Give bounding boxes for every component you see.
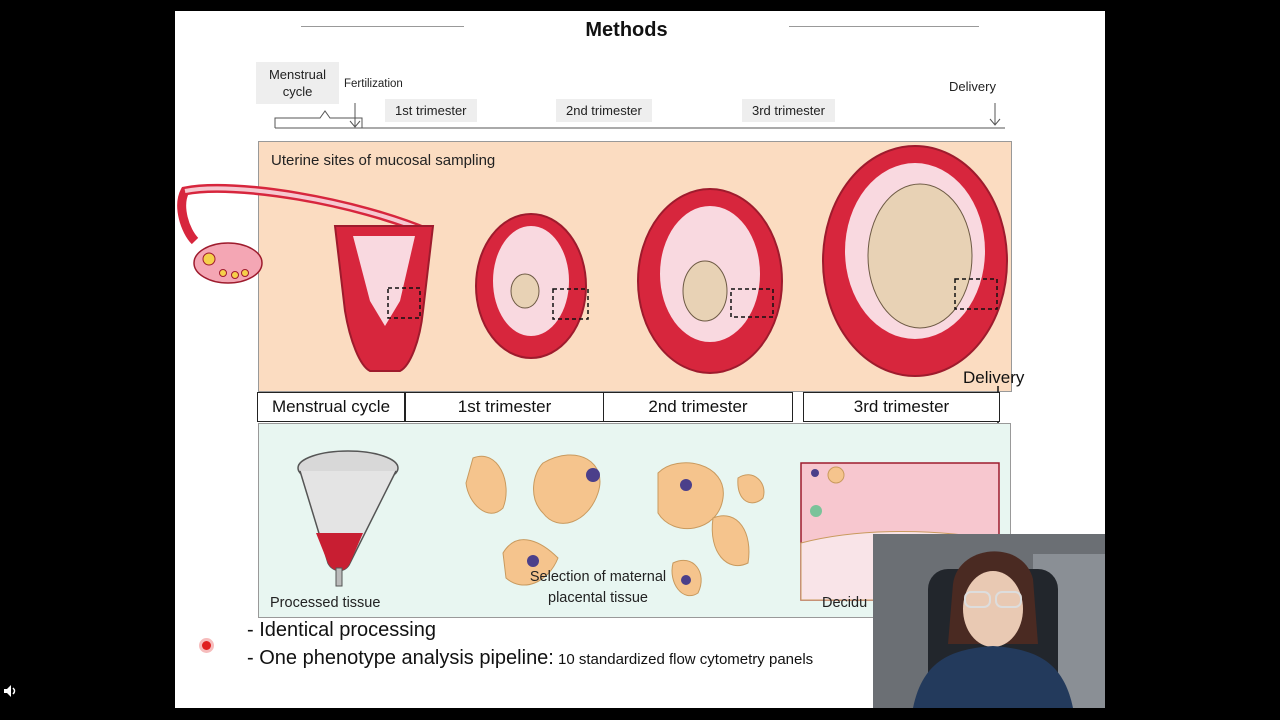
- bullet-pipeline-main: - One phenotype analysis pipeline:: [247, 647, 554, 669]
- timeline-delivery: Delivery: [949, 79, 996, 94]
- slide-title: Methods: [585, 19, 668, 41]
- bullet-pipeline-detail: 10 standardized flow cytometry panels: [553, 651, 814, 668]
- presenter-webcam: [873, 534, 1105, 708]
- delivery-label: Delivery: [963, 368, 1025, 387]
- caption-decidua: Decidu: [822, 595, 868, 611]
- bar-tri1: 1st trimester: [405, 392, 604, 422]
- title-rule-left: [301, 26, 464, 27]
- bar-menstrual-cycle: Menstrual cycle: [257, 392, 405, 422]
- timeline-tri3: 3rd trimester: [742, 99, 835, 122]
- bar-tri3: 3rd trimester: [803, 392, 1000, 422]
- timeline-fertilization: Fertilization: [344, 78, 403, 90]
- speaker-icon[interactable]: [2, 683, 22, 701]
- presenter-video: [873, 534, 1105, 708]
- bar-tri2: 2nd trimester: [603, 392, 793, 422]
- caption-processed-tissue: Processed tissue: [270, 595, 381, 611]
- title-rule-right: [789, 26, 979, 27]
- timeline-tri1: 1st trimester: [385, 99, 477, 122]
- timeline-tri2: 2nd trimester: [556, 99, 652, 122]
- caption-selection: Selection of maternal placental tissue: [529, 569, 667, 606]
- uterine-sites-label: Uterine sites of mucosal sampling: [271, 152, 496, 169]
- bullet-pipeline: [247, 647, 813, 670]
- uterus-illustrations: [175, 141, 1105, 391]
- timeline-axis: [270, 103, 1010, 133]
- bullet-identical-processing: - Identical processing: [247, 619, 436, 641]
- record-indicator-icon: [202, 641, 211, 650]
- timeline-menstrual-cycle: Menstrual cycle: [256, 62, 339, 104]
